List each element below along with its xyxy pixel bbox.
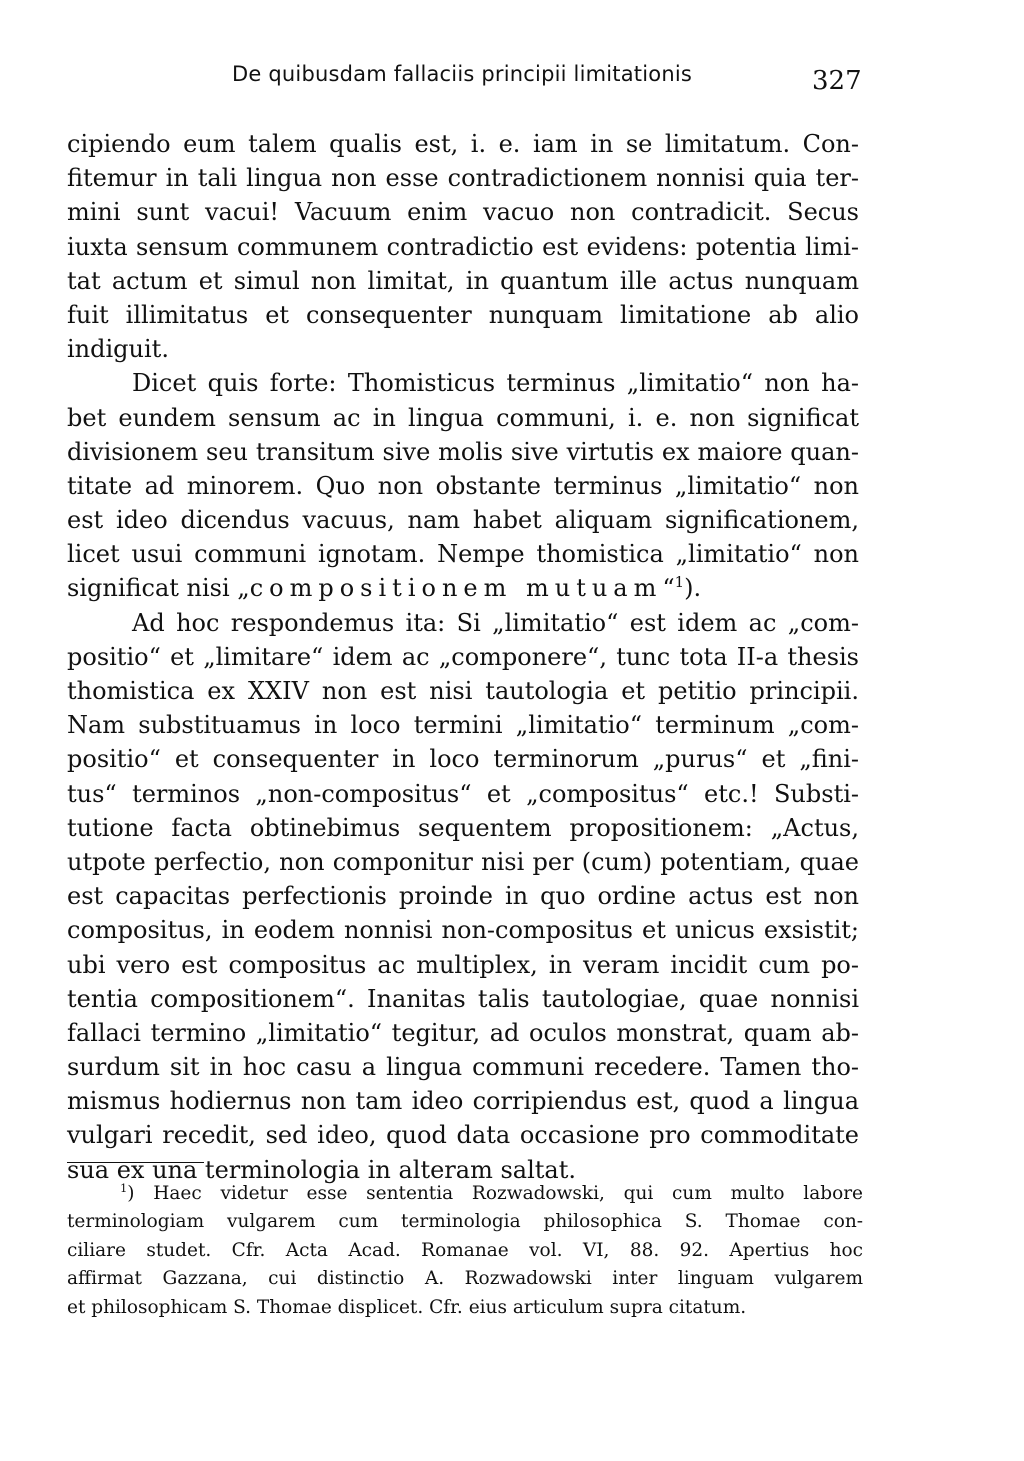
body-line: fitemur in tali lingua non esse contradictionem nonnisi quia ter- [67,164,859,193]
spaced-emphasis: compositionem mutuam [249,574,663,603]
body-line [67,571,859,605]
body-line: divisionem seu transitum sive molis sive virtutis ex maiore quan- [67,437,859,466]
body-line: fallaci termino „limitatio“ tegitur, ad oculos monstrat, quam ab- [67,1018,859,1047]
body-line: compositus, in eodem nonnisi non-compositus et unicus exsistit; [67,916,859,945]
footnote-marker: 1 [120,1180,128,1195]
body-line: ubi vero est compositus ac multiplex, in veram incidit cum po- [67,950,859,979]
body-line: mismus hodiernus non tam ideo corripiendus est, quod a lingua [67,1087,859,1116]
body-line: vulgari recedit, sed ideo, quod data occasione pro commoditate [67,1121,859,1150]
footnote [67,1180,863,1322]
body-line: iuxta sensum communem contradictio est evidens: potentia limi- [67,232,859,261]
body-line: sua ex una terminologia in alteram saltat. [67,1155,576,1184]
footnote-line: ciliare studet. Cfr. Acta Acad. Romanae vol. VI, 88. 92. Apertius hoc [67,1239,863,1261]
body-line: Dicet quis forte: Thomisticus terminus „limitatio“ non ha- [132,369,859,398]
body-line: est capacitas perfectionis proinde in quo ordine actus est non [67,882,859,911]
body-line: indiguit. [67,335,169,364]
footnote-text: ) Haec videtur esse sententia Rozwadowski, qui cum multo labore [127,1183,863,1204]
body-line: bet eundem sensum ac in lingua communi, i. e. non significat [67,403,859,432]
running-title: De quibusdam fallaciis principii limitationis [232,62,693,86]
body-line: positio“ et consequenter in loco terminorum „purus“ et „fini- [67,745,859,774]
body-line: cipiendo eum talem qualis est, i. e. iam in se limitatum. Con- [67,130,859,158]
line-segment: significat nisi „ [67,574,250,603]
body-line: titate ad minorem. Quo non obstante terminus „limitatio“ non [67,471,859,500]
footnote-line [67,1180,863,1208]
body-line: est ideo dicendus vacuus, nam habet aliquam significationem, [67,506,859,535]
footnote-line: affirmat Gazzana, cui distinctio A. Rozwadowski inter linguam vulgarem [67,1268,863,1290]
body-text [67,127,859,1187]
body-line: tentia compositionem“. Inanitas talis tautologiae, quae nonnisi [67,984,859,1013]
body-line: Ad hoc respondemus ita: Si „limitatio“ est idem ac „com- [132,608,859,637]
body-line: surdum sit in hoc casu a lingua communi recedere. Tamen tho- [67,1053,859,1082]
line-segment: “ [662,574,675,603]
footnote-line: terminologiam vulgarem cum terminologia philosophica S. Thomae con- [67,1211,863,1233]
footnote-line: et philosophicam S. Thomae displicet. Cfr. eius articulum supra citatum. [67,1296,747,1318]
page-number: 327 [812,66,862,96]
body-line: tus“ terminos „non-compositus“ et „compositus“ etc.! Substi- [67,779,859,808]
body-line: tat actum et simul non limitat, in quantum ille actus nunquam [67,266,859,295]
footnote-separator [67,1162,204,1163]
footnote-reference: 1 [674,573,685,592]
body-line: Nam substituamus in loco termini „limitatio“ terminum „com- [67,711,859,740]
body-line: tutione facta obtinebimus sequentem propositionem: „Actus, [67,813,859,842]
body-line: mini sunt vacui! Vacuum enim vacuo non contradicit. Secus [67,198,859,227]
body-line: fuit illimitatus et consequenter nunquam limitatione ab alio [67,300,859,329]
body-line: positio“ et „limitare“ idem ac „componere“, tunc tota II-a thesis [67,642,859,671]
body-line: licet usui communi ignotam. Nempe thomistica „limitatio“ non [67,540,859,569]
line-segment: ). [684,574,702,603]
body-line: utpote perfectio, non componitur nisi per (cum) potentiam, quae [67,847,859,876]
body-line: thomistica ex XXIV non est nisi tautologia et petitio principii. [67,677,859,705]
